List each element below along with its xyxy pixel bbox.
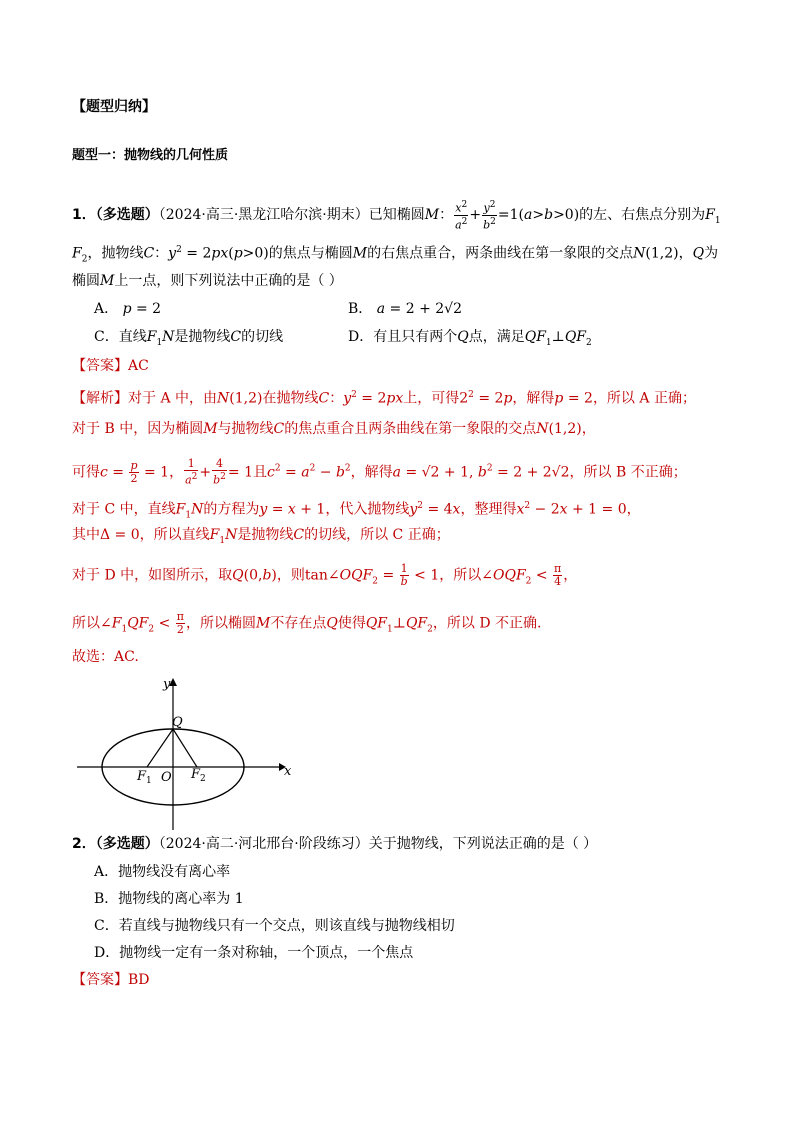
- q2-option-d: D．抛物线一定有一条对称轴，一个顶点，一个焦点: [94, 945, 414, 961]
- q1-option-c-text: 是抛物线: [174, 329, 231, 345]
- q1-b5: 且: [252, 464, 267, 481]
- q1-b3: 的焦点重合且两条曲线在第一象限的交点: [284, 421, 537, 437]
- q1-analysis-line4: 对于 C 中，直线$F_1N$的方程为y = x + 1，代入抛物线$y^2 = 4x$，整理得$x^2 - 2x + 1 = 0$，: [72, 501, 641, 521]
- q2-tag: （多选题）: [95, 836, 159, 852]
- f1-label-letter: F: [137, 769, 147, 784]
- q1-d2: ，则: [276, 567, 305, 584]
- q1-c7: 是抛物线: [237, 527, 294, 543]
- q1-c6: ，所以直线: [139, 527, 210, 543]
- q2-answer-value: BD: [128, 972, 150, 988]
- q1-analysis-line7: 所以$\angle F_1QF_2$ < $\frac{\pi}{2}$ ，所以椭圆M不存在点Q使得$QF_1\perp QF_2$，所以 D 不正确.: [72, 610, 542, 636]
- f1-label: [136, 769, 152, 786]
- q1-a1: 对于 A 中，由: [128, 390, 218, 407]
- q1-source: （2024·高三·黑龙江哈尔滨·期末）: [158, 207, 369, 224]
- q1-a3: 上，可得: [403, 390, 460, 407]
- segment-qf1: [147, 729, 173, 767]
- q1-option-d-label: D．有且只有两个: [348, 329, 458, 345]
- q1-a2: 在抛物线: [262, 390, 319, 407]
- q1-a5: ，所以 A 正确；: [592, 390, 696, 407]
- q1-c1: 对于 C 中，直线: [72, 501, 176, 518]
- q1-c3: ，代入抛物线: [325, 501, 410, 518]
- q1-b2: 与抛物线: [217, 421, 274, 437]
- q1-e2: ，所以椭圆: [186, 615, 256, 632]
- q1-b4: 可得: [72, 464, 100, 481]
- origin-label: O: [161, 770, 172, 785]
- q2-number: 2．: [72, 836, 96, 852]
- section-title: 题型一：抛物线的几何性质: [72, 148, 229, 163]
- q1-option-b-label: B．: [348, 301, 373, 317]
- q2-option-b: B．抛物线的离心率为 1: [94, 891, 244, 907]
- q2-source: （2024·高二·河北邢台·阶段练习）: [158, 836, 369, 852]
- q1-d3: ，所以: [439, 567, 482, 584]
- q1-e3: 不存在点: [270, 615, 327, 632]
- q1-a4: ，解得: [512, 390, 555, 407]
- q1-option-d-text: 点，满足: [468, 329, 525, 345]
- q1-option-d: D．有且只有两个Q点，满足$QF_1\perp QF_2$: [348, 329, 592, 348]
- q1-option-b: B． a = 2 + 2√2: [348, 301, 463, 317]
- q1-analysis-line2: 对于 B 中，因为椭圆M与抛物线C的焦点重合且两条曲线在第一象限的交点N(1,2)，: [72, 421, 596, 437]
- f2-label-sub: 2: [200, 774, 206, 784]
- q1-analysis-label: 【解析】: [72, 390, 128, 407]
- section-header: 【题型归纳】: [72, 99, 156, 115]
- q1-option-a-label: A．: [94, 301, 119, 317]
- q1-e4: 使得: [337, 615, 366, 632]
- x-axis-label: x: [284, 764, 292, 779]
- q2-option-c: C．若直线与抛物线只有一个交点，则该直线与抛物线相切: [94, 918, 455, 934]
- ellipse-figure: [72, 672, 302, 832]
- q1-d1: 对于 D 中，如图所示，取: [72, 567, 233, 584]
- q1-stem-f: 为: [704, 245, 719, 262]
- q1-analysis-line1: 【解析】对于 A 中，由N(1,2)在抛物线C：$y^2 = 2px$上，可得$2^2 = 2p$，解得p = 2，所以 A 正确；: [72, 390, 696, 407]
- q1-answer-value: AC: [128, 358, 149, 374]
- q1-e1: 所以: [72, 615, 100, 632]
- q1-c5: 其中: [72, 527, 100, 543]
- q1-c4: ，整理得: [460, 501, 517, 518]
- q1-stem-c: ，抛物线: [87, 245, 144, 262]
- q1-c2: 的方程为: [203, 501, 260, 518]
- q2-answer: [72, 970, 150, 990]
- q1-stem-b: 的左、右焦点分别为: [579, 207, 706, 224]
- segment-qf2: [173, 729, 197, 767]
- q1-b6: ，解得: [350, 464, 393, 481]
- q1-analysis-line3: 可得c = $\frac{p}{2}$ = 1， $\frac{1}{a^2}$ + $\frac{4}{b^2}$ = 1且$c^2 = a^2 - b^2$，解得a = √2 + 1, $b^2 = 2 + 2√2$，所以 B 不正确；: [72, 457, 687, 487]
- q1-stem-g: 椭圆: [72, 273, 100, 289]
- q1-stem-a: 已知椭圆: [368, 207, 425, 224]
- q1-tag: （多选题）: [95, 207, 159, 224]
- q1-option-a: A． p = 2: [94, 301, 162, 317]
- q1-e5: ，所以 D 不正确.: [432, 615, 542, 632]
- q1-stem-line3: 椭圆M上一点，则下列说法中正确的是（ ）: [72, 273, 343, 289]
- q1-stem-line1: 1．（多选题）（2024·高三·黑龙江哈尔滨·期末）已知椭圆M： $\frac{x^2}{a^2}$ + $\frac{y^2}{b^2}$ =1(a>b>0)的左、右焦点分别为$F_1$: [72, 200, 721, 232]
- q1-number: 1．: [72, 207, 96, 224]
- q1-answer-label: 【答案】: [72, 358, 128, 374]
- q1-answer: [72, 356, 149, 376]
- q1-c8: 的切线，所以 C 正确；: [304, 527, 450, 543]
- q1-analysis-line6: 对于 D 中，如图所示，取Q(0,b)，则$\tan\angle OQF_2$ = $\frac{1}{b}$ < 1，所以$\angle OQF_2$ < $\frac{\pi}{4}$ ，: [72, 562, 578, 588]
- q1-stem-h: 上一点，则下列说法中正确的是（ ）: [114, 273, 343, 289]
- q2-option-a: A．抛物线没有离心率: [94, 864, 231, 880]
- q1-option-c-label: C．直线: [94, 329, 147, 345]
- q2-question: 关于抛物线，下列说法正确的是（ ）: [368, 836, 598, 852]
- q1-b1: 对于 B 中，因为椭圆: [72, 421, 204, 437]
- q2-answer-label: 【答案】: [72, 972, 128, 988]
- q1-stem-e: 的右焦点重合，两条曲线在第一象限的交点: [367, 245, 634, 262]
- q1-stem-line2: $F_2$，抛物线C：$y^2 = 2px(p>0)$的焦点与椭圆M的右焦点重合，两条曲线在第一象限的交点N(1,2)，Q为: [72, 245, 719, 265]
- q-point-label: Q: [172, 715, 183, 730]
- q1-analysis-line5: 其中Δ = 0，所以直线$F_1N$是抛物线C的切线，所以 C 正确；: [72, 527, 450, 546]
- f1-label-sub: 1: [146, 776, 152, 786]
- y-axis-label: y: [163, 677, 171, 692]
- f2-label-letter: F: [191, 767, 201, 782]
- q1-b7: ，所以 B 不正确；: [569, 464, 687, 481]
- q1-option-c-text2: 的切线: [241, 329, 284, 345]
- q1-conclusion: 故选：AC.: [72, 649, 139, 665]
- q1-stem-d: 的焦点与椭圆: [268, 245, 353, 262]
- f2-label: [190, 767, 206, 784]
- q2-stem: [72, 834, 597, 854]
- q1-option-c: C．直线$F_1N$是抛物线C的切线: [94, 329, 284, 348]
